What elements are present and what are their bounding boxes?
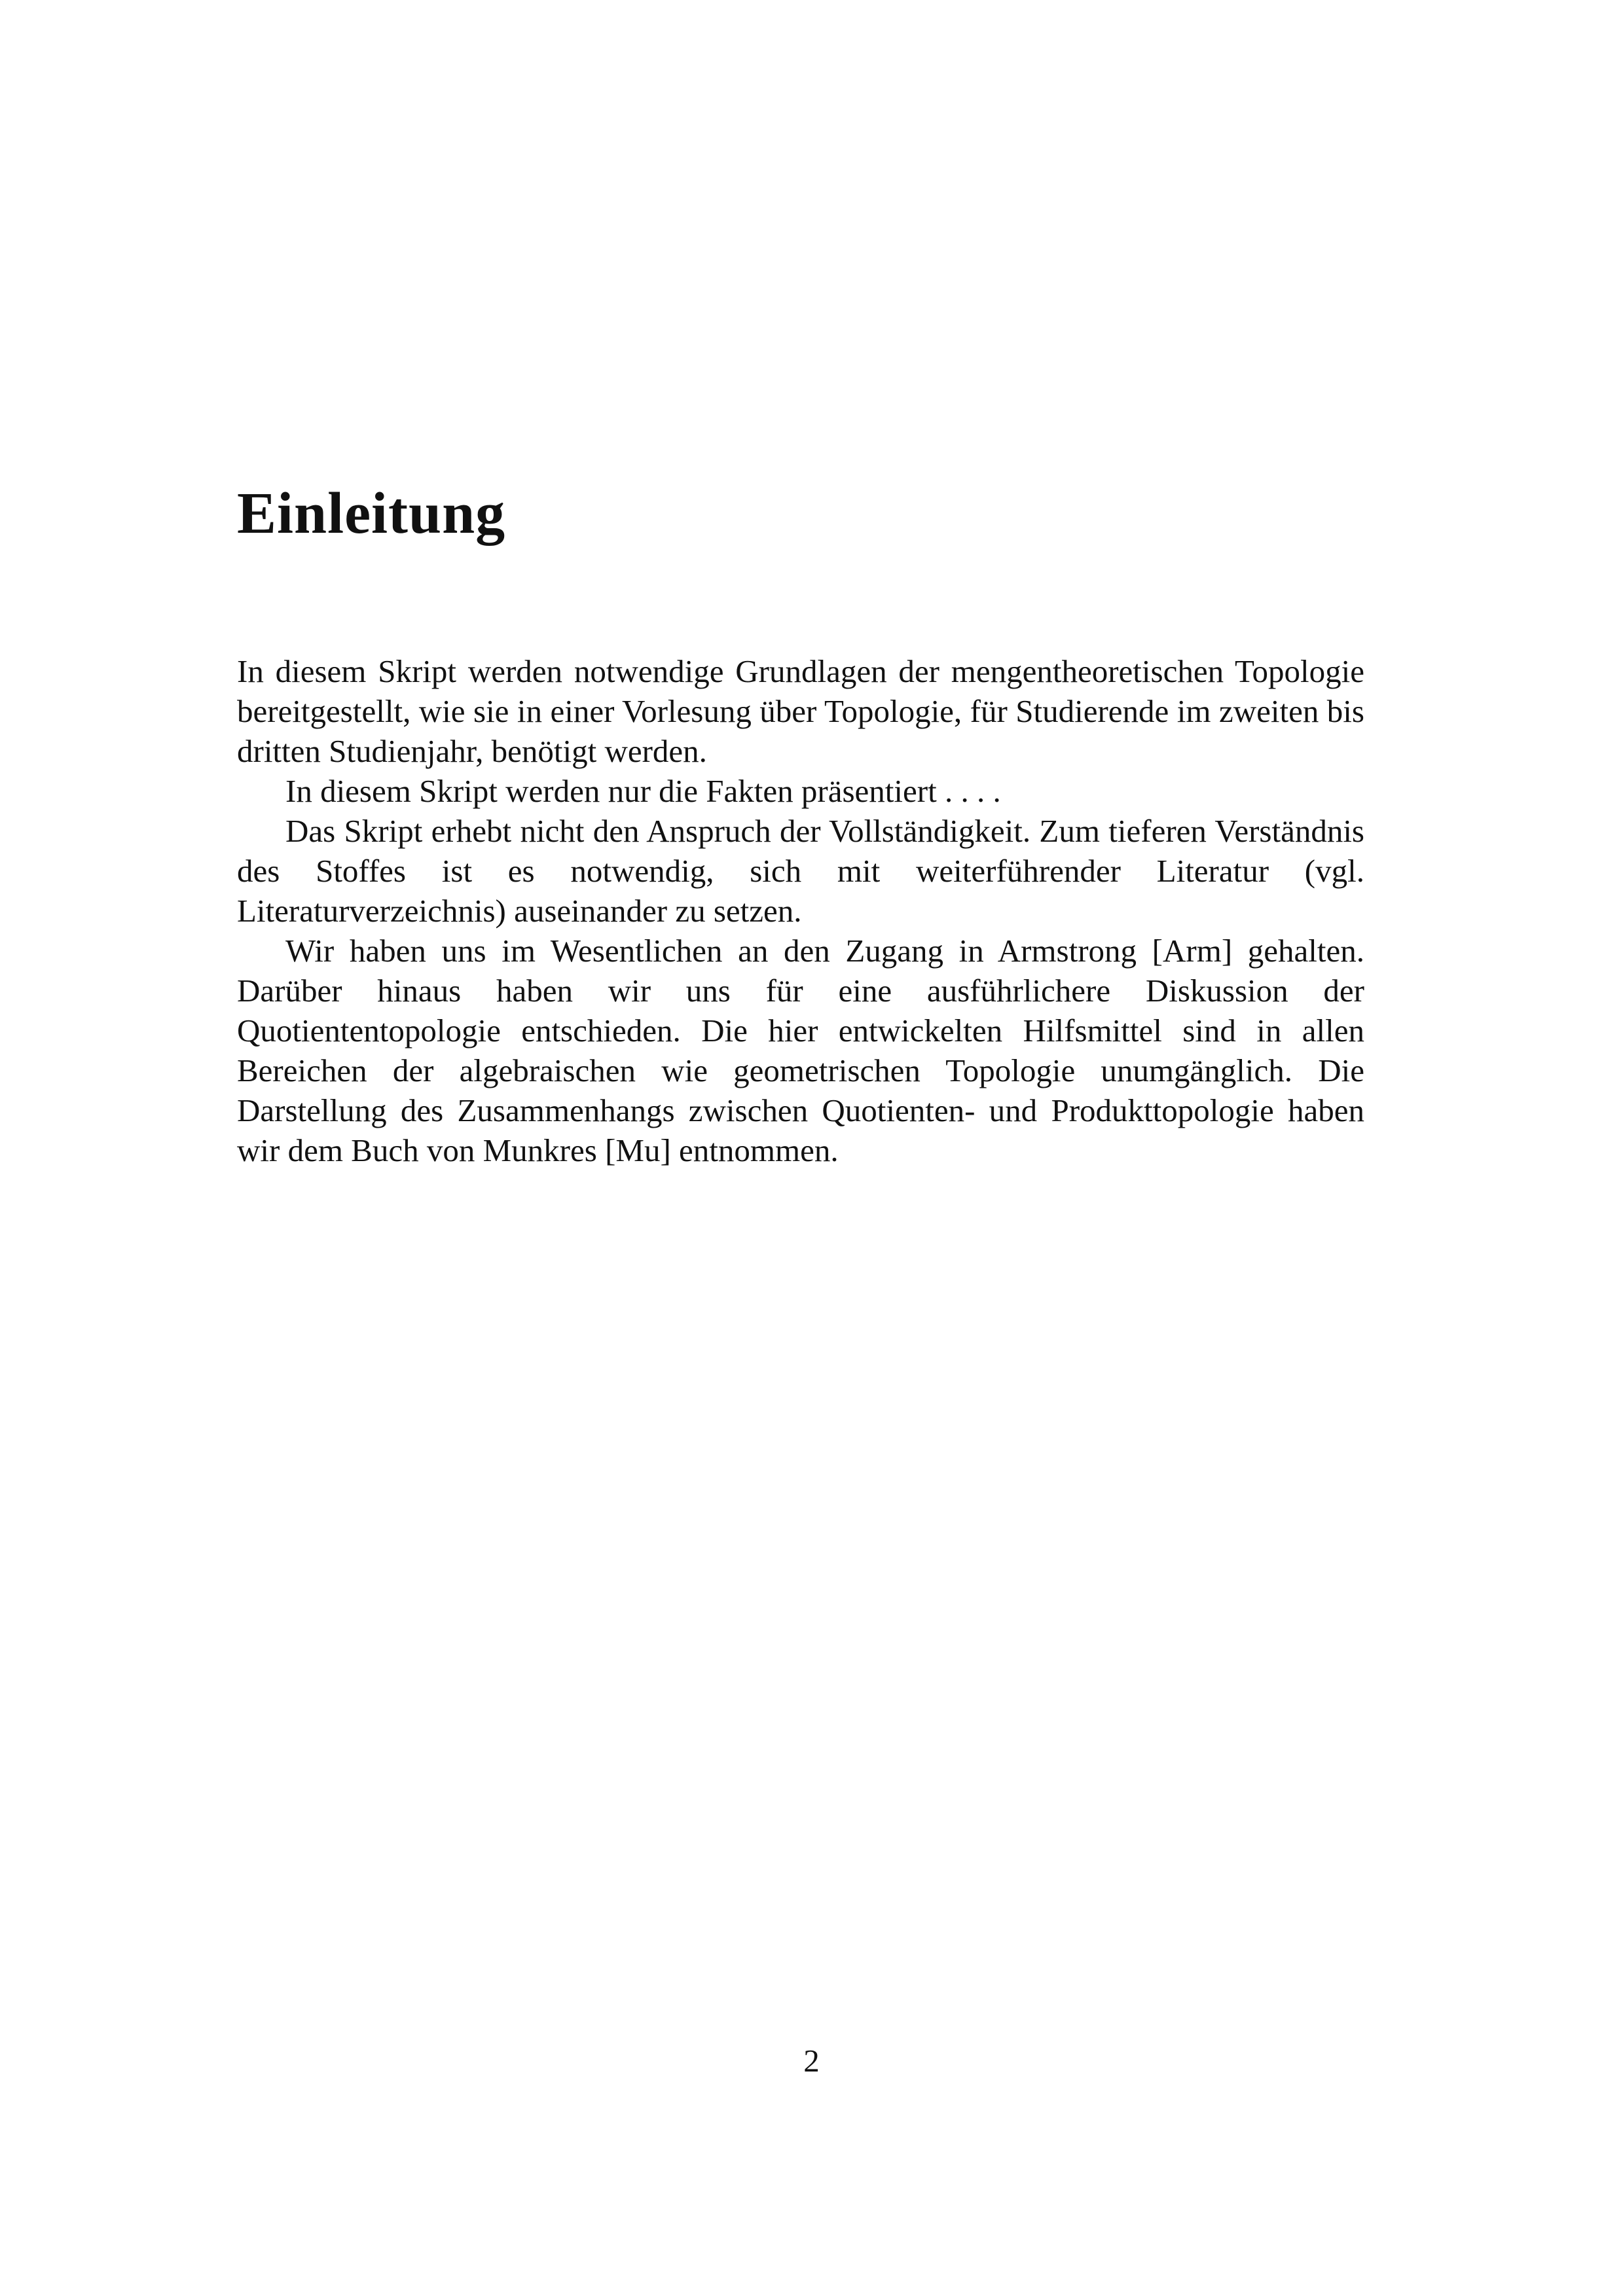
chapter-heading: Einleitung	[237, 481, 506, 546]
page-number: 2	[803, 2043, 820, 2079]
paragraph-completeness: Das Skript erhebt nicht den Anspruch der Vollständigkeit. Zum tieferen Verständnis des Stoffes ist es notwendig, sich mit weiterführender Literatur (vgl. Literaturverzeichnis) auseinander zu setzen.	[237, 813, 1364, 929]
paragraph-intro: In diesem Skript werden notwendige Grundlagen der mengentheoretischen Topologie bereitgestellt, wie sie in einer Vorlesung über Topologie, für Studierende im zweiten bis dritten Studienjahr, benötigt werden.	[237, 653, 1364, 769]
chapter-body	[237, 651, 1364, 1170]
paragraph-sources: Wir haben uns im Wesentlichen an den Zugang in Armstrong [Arm] gehalten. Darüber hinaus haben wir uns für eine ausführlichere Diskussion der Quotiententopologie entschieden. Die hier entwickelten Hilfsmittel sind in allen Bereichen der algebraischen wie geometrischen Topologie unumgänglich. Die Darstellung des Zusammenhangs zwischen Quotienten- und Produkttopologie haben wir dem Buch von Munkres [Mu] entnommen.	[237, 933, 1364, 1168]
paragraph-facts: In diesem Skript werden nur die Fakten präsentiert . . . .	[285, 773, 1001, 809]
